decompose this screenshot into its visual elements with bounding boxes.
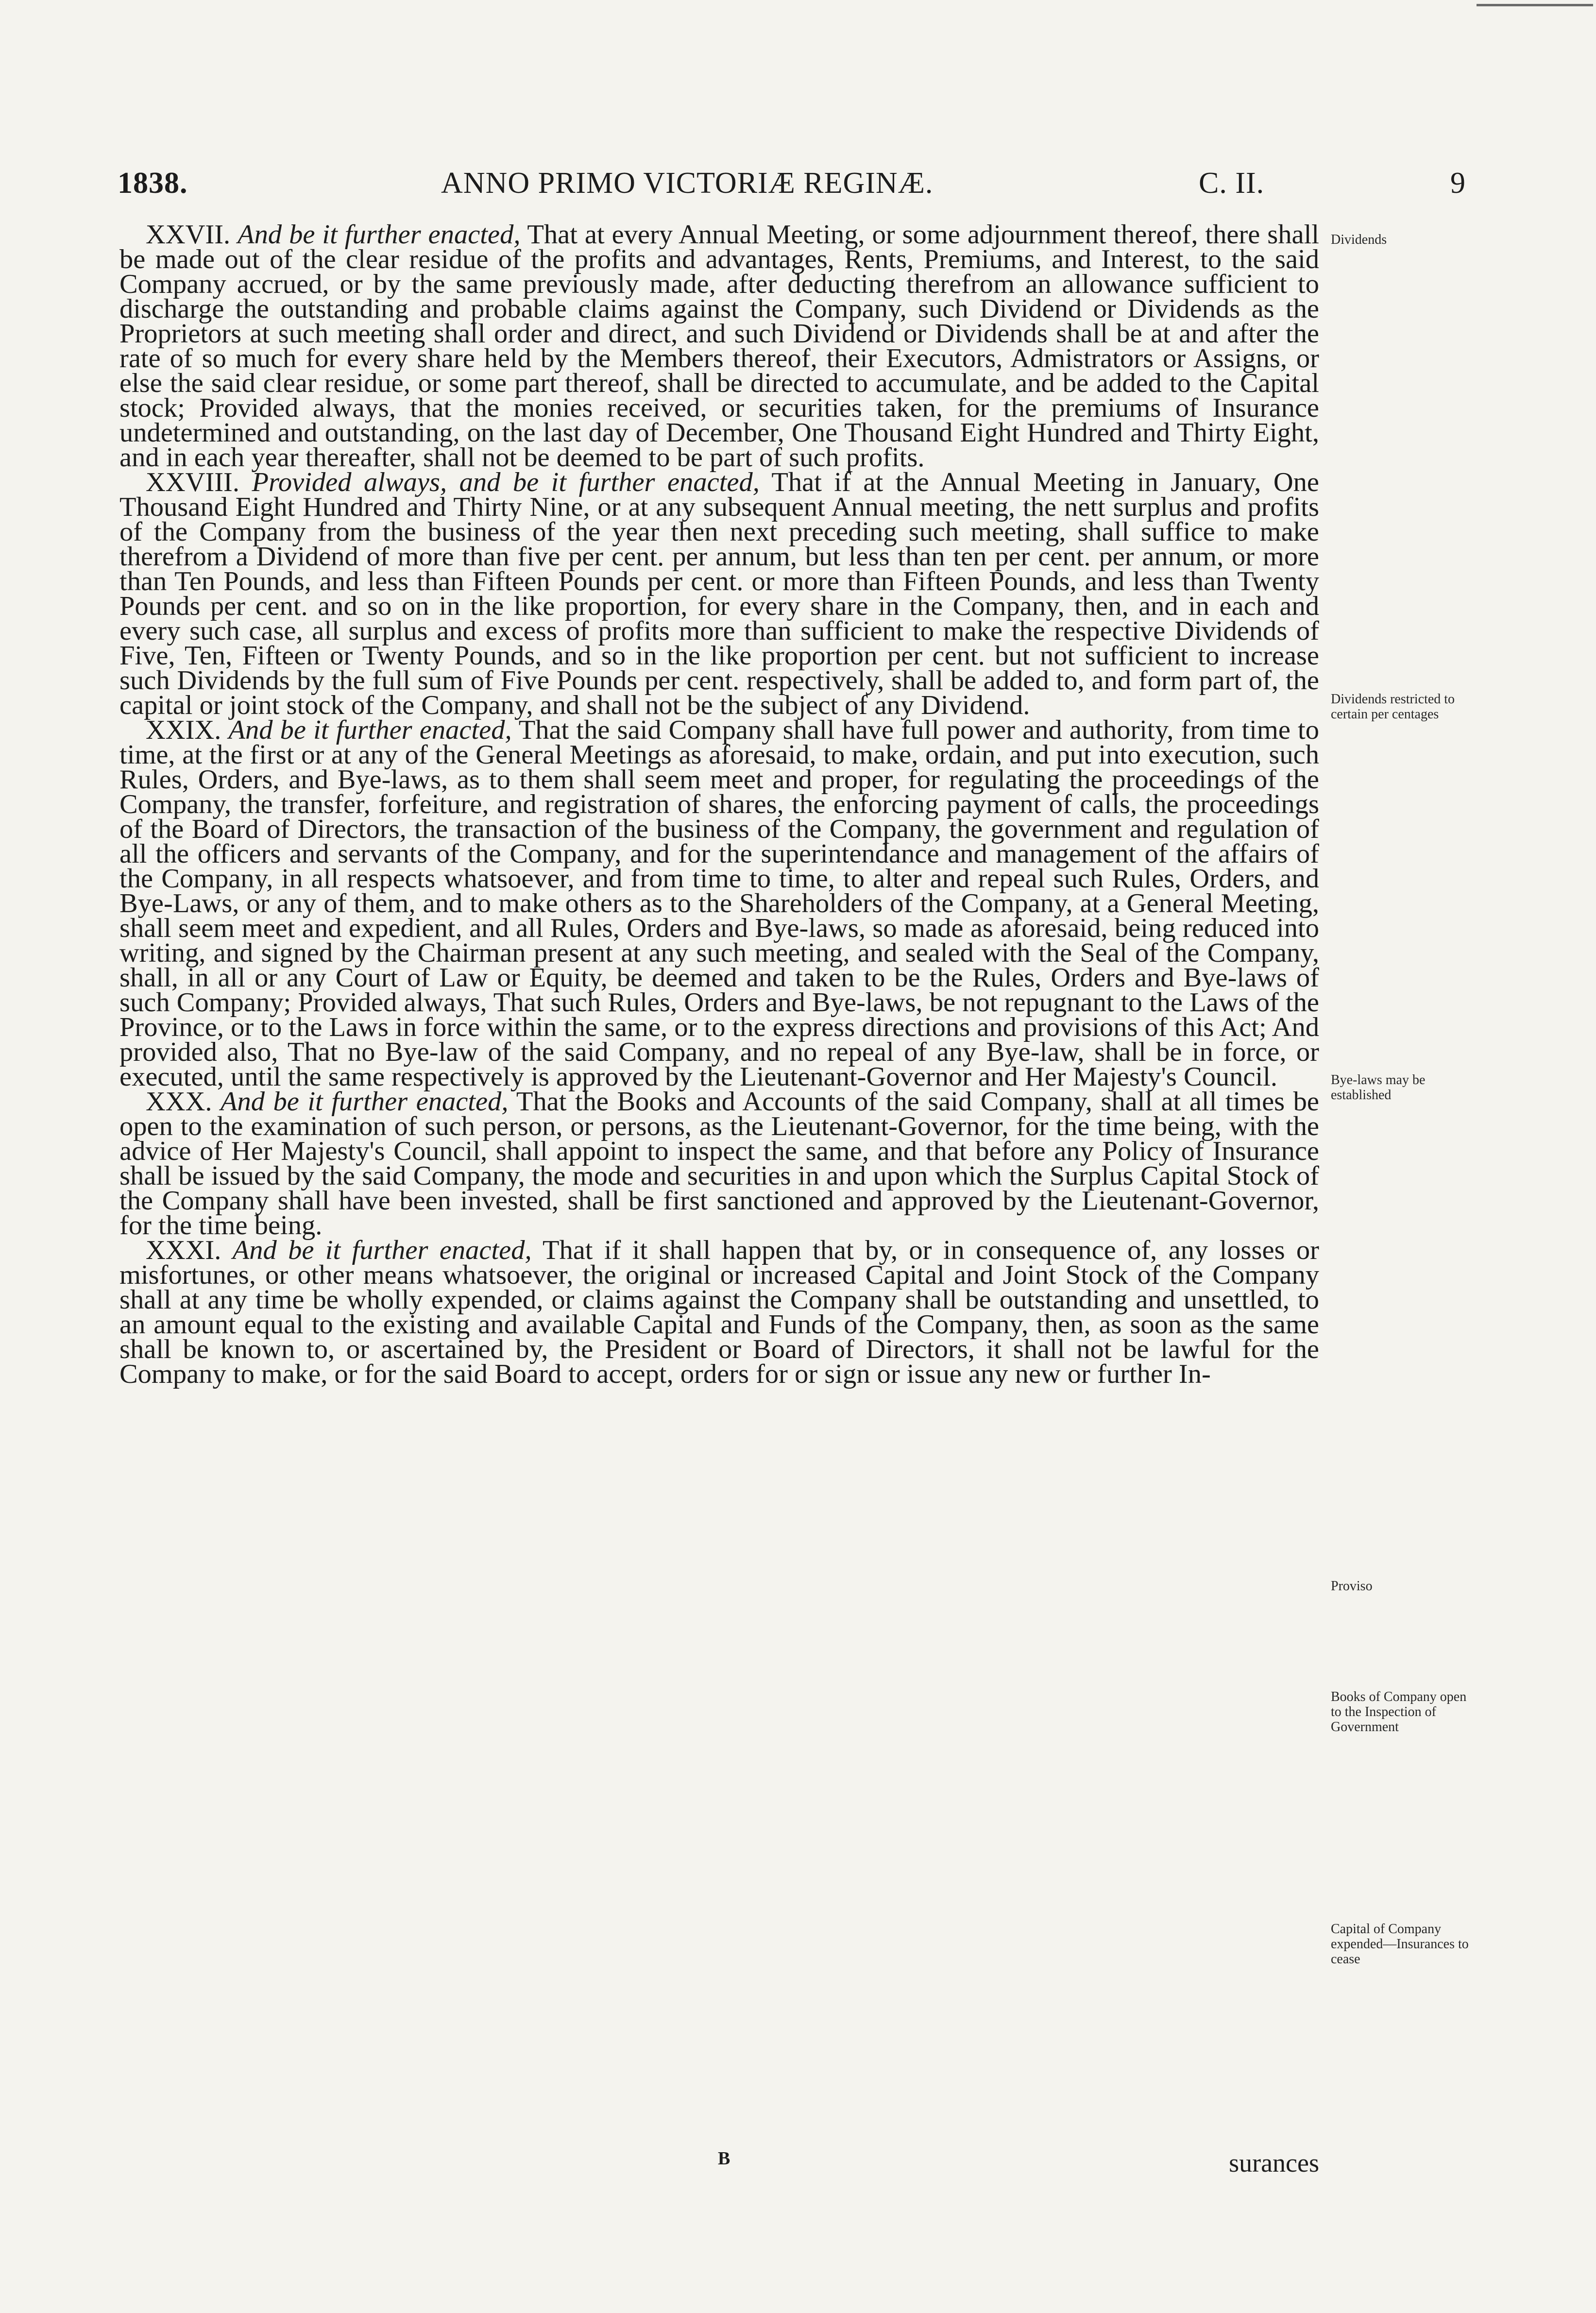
section-lead: Provided always, and be it further enacted, [252, 467, 760, 497]
margin-note-proviso: Proviso [1331, 1579, 1373, 1594]
header-title: ANNO PRIMO VICTORIÆ REGINÆ. [441, 167, 934, 200]
margin-note-capital-expended: Capital of Company expended—Insurances to cease [1331, 1922, 1469, 1967]
section-number: XXVII. [146, 220, 231, 250]
section-xxviii [119, 467, 1320, 720]
margin-note-books-open: Books of Company open to the Inspection of Government [1331, 1689, 1467, 1735]
section-xxvii [119, 220, 1320, 473]
section-number: XXIX. [146, 715, 221, 745]
signature-mark: B [718, 2148, 730, 2169]
page-number: 9 [1450, 167, 1466, 200]
section-lead: And be it further enacted, [238, 220, 521, 250]
section-lead: And be it further enacted, [232, 1235, 532, 1265]
page-footer [119, 2148, 1319, 2177]
section-text: That the said Company shall have full power and authority, from time to time, at the first or at any of the General Meetings as aforesaid, to make, ordain, and put into execution, such Rules, Orders, and Bye-laws, as to them shall seem meet and proper, for regulating the proceedings of the Company, the transfer, forfeiture, and registration of shares, the enforcing payment of calls, the proceedings of the Board of Directors, the transaction of the business of the Company, the government and regulation of all the officers and servants of the Company, and for the superintendance and management of the affairs of the Company, in all respects whatsoever, and from time to time, to alter and repeal such Rules, Orders, and Bye-Laws, or any of them, and to make others as to the Shareholders of the Company, at a General Meeting, shall seem meet and expedient, and all Rules, Orders and Bye-laws, so made as aforesaid, being reduced into writing, and signed by the Chairman present at any such meeting, and sealed with the Seal of the Company, shall, in all or any Court of Law or Equity, be deemed and taken to be the Rules, Orders and Bye-laws of such Company; Provided always, That such Rules, Orders and Bye-laws, be not repugnant to the Laws of the Province, or to the Laws in force within the same, or to the express directions and provisions of this Act; And provided also, That no Bye-law of the said Company, and no repeal of any Bye-law, shall be in force, or executed, until the same respectively is approved by the Lieutenant-Governor and Her Majesty's Council. [119, 715, 1320, 1092]
section-text: That the Books and Accounts of the said Company, shall at all times be open to the examination of such person, or persons, as the Lieutenant-Governor, for the time being, with the advice of Her Majesty's Council, shall appoint to inspect the same, and that before any Policy of Insurance shall be issued by the said Company, the mode and securities in and upon which the Surplus Capital Stock of the Company shall have been invested, shall be first sanctioned and approved by the Lieutenant-Governor, for the time being. [119, 1087, 1319, 1241]
catchword: surances [1229, 2148, 1319, 2177]
running-header [118, 166, 1468, 210]
top-rule [1477, 4, 1593, 6]
statute-body [119, 222, 1319, 1387]
header-year: 1838. [118, 167, 188, 200]
margin-note-bye-laws: Bye-laws may be established [1331, 1072, 1426, 1103]
section-number: XXVIII. [146, 467, 239, 497]
section-text: That if it shall happen that by, or in consequence of, any losses or misfortunes, or other means whatsoever, the original or increased Capital and Joint Stock of the Company shall at any time be wholly expended, or claims against the Company shall be outstanding and unsettled, to an amount equal to the existing and available Capital and Funds of the Company, then, as soon as the same shall be known to, or ascertained by, the President or Board of Directors, it shall not be lawful for the Company to make, or for the said Board to accept, orders for or sign or issue any new or further In- [119, 1235, 1319, 1389]
margin-note-dividends-restricted: Dividends restricted to certain per centages [1331, 692, 1455, 722]
margin-note-dividends: Dividends [1331, 232, 1387, 247]
section-xxx [119, 1087, 1319, 1241]
section-text: That if at the Annual Meeting in January, One Thousand Eight Hundred and Thirty Nine, or at any subsequent Annual meeting, the nett surplus and profits of the Company from the business of the year then next preceding such meeting, shall suffice to make therefrom a Dividend of more than five per cent. per annum, but less than ten per cent. per annum, or more than Ten Pounds, and less than Fifteen Pounds per cent. or more than Fifteen Pounds, and less than Twenty Pounds per cent. and so on in the like proportion, for every share in the Company, then, and in each and every such case, all surplus and excess of profits more than sufficient to make the respective Dividends of Five, Ten, Fifteen or Twenty Pounds, and so in the like proportion per cent. but not sufficient to increase such Dividends by the full sum of Five Pounds per cent. respectively, shall be added to, and form part of, the capital or joint stock of the Company, and shall not be the subject of any Dividend. [119, 467, 1320, 720]
section-lead: And be it further enacted, [228, 715, 512, 745]
section-xxix [119, 715, 1320, 1092]
section-number: XXXI. [146, 1235, 221, 1265]
section-text: That at every Annual Meeting, or some adjournment thereof, there shall be made out of the clear residue of the profits and advantages, Rents, Premiums, and Interest, to the said Company accrued, or by the same previously made, after deducting therefrom an allowance sufficient to discharge the outstanding and probable claims against the Company, such Dividend or Dividends as the Proprietors at such meeting shall order and direct, and such Dividend or Dividends shall be at and after the rate of so much for every share held by the Members thereof, their Executors, Admistrators or Assigns, or else the said clear residue, or some part thereof, shall be directed to accumulate, and be added to the Capital stock; Provided always, that the monies received, or securities taken, for the premiums of Insurance undetermined and outstanding, on the last day of December, One Thousand Eight Hundred and Thirty Eight, and in each year thereafter, shall not be deemed to be part of such profits. [119, 220, 1320, 473]
section-number: XXX. [146, 1087, 212, 1117]
section-xxxi [119, 1235, 1319, 1389]
section-lead: And be it further enacted, [221, 1087, 509, 1117]
header-chapter: C. II. [1199, 167, 1265, 200]
